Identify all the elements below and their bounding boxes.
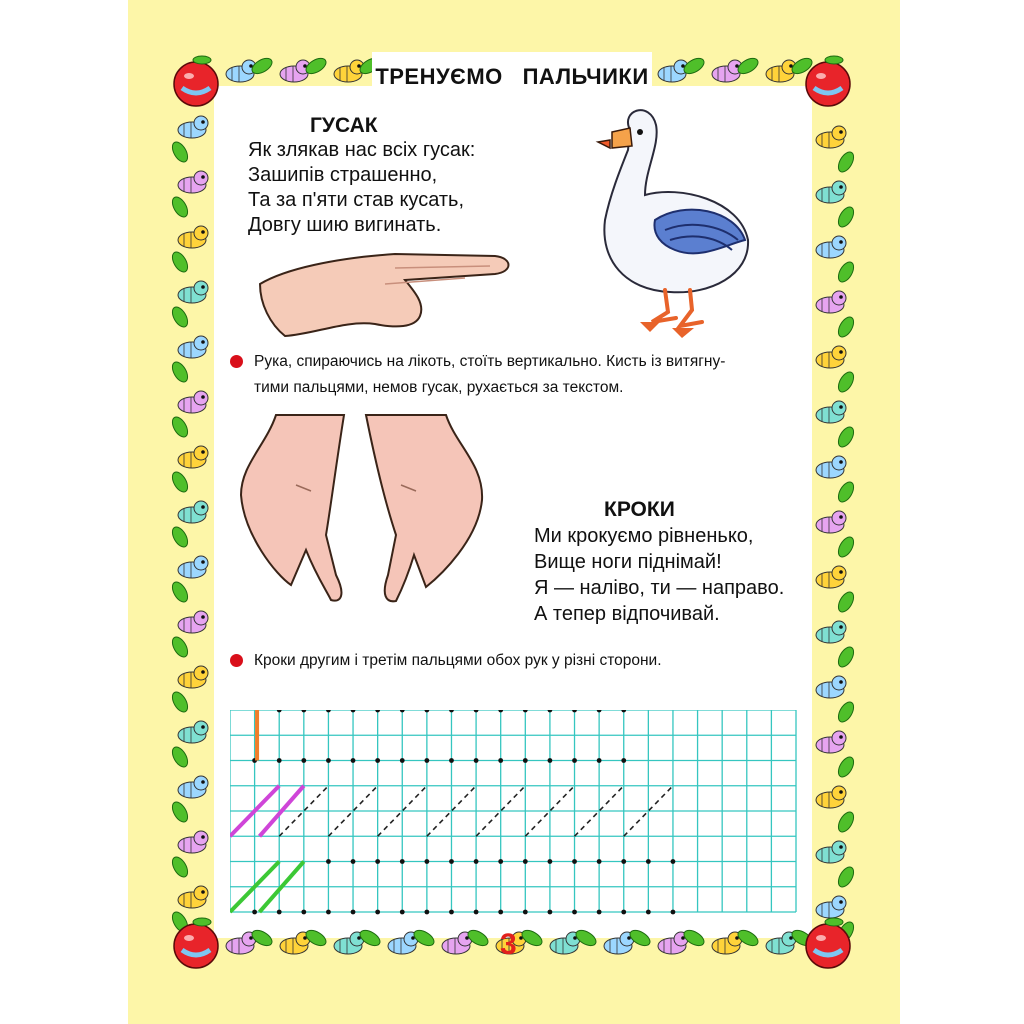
poem-line: Вище ноги піднімай! xyxy=(534,551,722,573)
instruction-line: Кроки другим і третім пальцями обох рук у різні сторони. xyxy=(254,652,662,669)
instruction-line: тими пальцями, немов гусак, рухається за текстом. xyxy=(254,379,624,396)
leaf-icon xyxy=(835,699,856,724)
worm-icon xyxy=(178,446,208,468)
leaf-icon xyxy=(169,194,190,219)
grid-dots xyxy=(252,710,675,914)
poem-line: Як злякав нас всіх гусак: xyxy=(248,139,476,161)
goose-icon xyxy=(590,100,760,345)
leaf-icon xyxy=(835,809,856,834)
leaf-icon xyxy=(169,579,190,604)
goose-hand-icon xyxy=(255,244,520,342)
worm-icon xyxy=(178,831,208,853)
instruction-line: Рука, спираючись на лікоть, стоїть вертикально. Кисть із витягну- xyxy=(254,353,726,370)
worm-icon xyxy=(658,60,688,82)
worm-icon xyxy=(816,401,846,423)
leaf-icon xyxy=(835,754,856,779)
poem-line: Довгу шию вигинать. xyxy=(248,214,442,236)
leaf-icon xyxy=(835,644,856,669)
worm-icon xyxy=(816,786,846,808)
worm-icon xyxy=(178,281,208,303)
leaf-icon xyxy=(169,139,190,164)
poem-line: Зашипів страшенно, xyxy=(248,164,438,186)
leaf-icon xyxy=(835,424,856,449)
leaf-icon xyxy=(169,744,190,769)
worm-icon xyxy=(816,181,846,203)
poem-line: Я — наліво, ти — направо. xyxy=(534,577,785,599)
worm-icon xyxy=(178,556,208,578)
bullet-icon xyxy=(230,654,243,667)
worm-icon xyxy=(178,666,208,688)
poem-line: Ми крокуємо рівненько, xyxy=(534,525,754,547)
worm-icon xyxy=(178,116,208,138)
worm-icon xyxy=(816,896,846,918)
worm-icon xyxy=(178,721,208,743)
leaf-icon xyxy=(169,634,190,659)
worm-icon xyxy=(178,171,208,193)
leaf-icon xyxy=(169,359,190,384)
worm-icon xyxy=(178,336,208,358)
worm-icon xyxy=(178,226,208,248)
worm-icon xyxy=(816,291,846,313)
walking-fingers-icon xyxy=(236,405,486,610)
worm-icon xyxy=(816,731,846,753)
worm-icon xyxy=(816,841,846,863)
worm-icon xyxy=(712,60,742,82)
worm-icon xyxy=(334,60,364,82)
poem-title-goose: ГУСАК xyxy=(310,114,378,137)
worm-icon xyxy=(226,60,256,82)
leaf-icon xyxy=(835,369,856,394)
leaf-icon xyxy=(169,469,190,494)
worm-icon xyxy=(178,886,208,908)
apple-icon xyxy=(174,56,218,106)
leaf-icon xyxy=(169,854,190,879)
worm-icon xyxy=(178,776,208,798)
leaf-icon xyxy=(835,479,856,504)
worm-icon xyxy=(178,391,208,413)
worm-icon xyxy=(816,621,846,643)
poem-line: Та за п'яти став кусать, xyxy=(248,189,465,211)
worm-icon xyxy=(816,456,846,478)
leaf-icon xyxy=(835,149,856,174)
worm-icon xyxy=(280,60,310,82)
poem-title-steps: КРОКИ xyxy=(604,498,675,521)
leaf-icon xyxy=(835,864,856,889)
leaf-icon xyxy=(835,589,856,614)
leaf-icon xyxy=(169,304,190,329)
worm-icon xyxy=(816,126,846,148)
leaf-icon xyxy=(835,259,856,284)
leaf-icon xyxy=(169,689,190,714)
page-title: ТРЕНУЄМО ПАЛЬЧИКИ xyxy=(375,64,649,89)
writing-practice-grid[interactable] xyxy=(230,710,798,915)
leaf-icon xyxy=(835,204,856,229)
leaf-icon xyxy=(835,534,856,559)
worm-icon xyxy=(816,511,846,533)
apple-icon xyxy=(806,56,850,106)
worm-icon xyxy=(816,566,846,588)
poem-line: А тепер відпочивай. xyxy=(534,603,720,625)
page-number: 3 xyxy=(500,928,517,961)
leaf-icon xyxy=(835,314,856,339)
worm-icon xyxy=(816,346,846,368)
grid-lines xyxy=(230,710,796,912)
leaf-icon xyxy=(169,799,190,824)
worm-icon xyxy=(816,236,846,258)
worm-icon xyxy=(766,60,796,82)
worm-icon xyxy=(816,676,846,698)
leaf-icon xyxy=(169,524,190,549)
bullet-icon xyxy=(230,355,243,368)
worm-icon xyxy=(178,611,208,633)
leaf-icon xyxy=(169,249,190,274)
worm-icon xyxy=(178,501,208,523)
leaf-icon xyxy=(169,414,190,439)
